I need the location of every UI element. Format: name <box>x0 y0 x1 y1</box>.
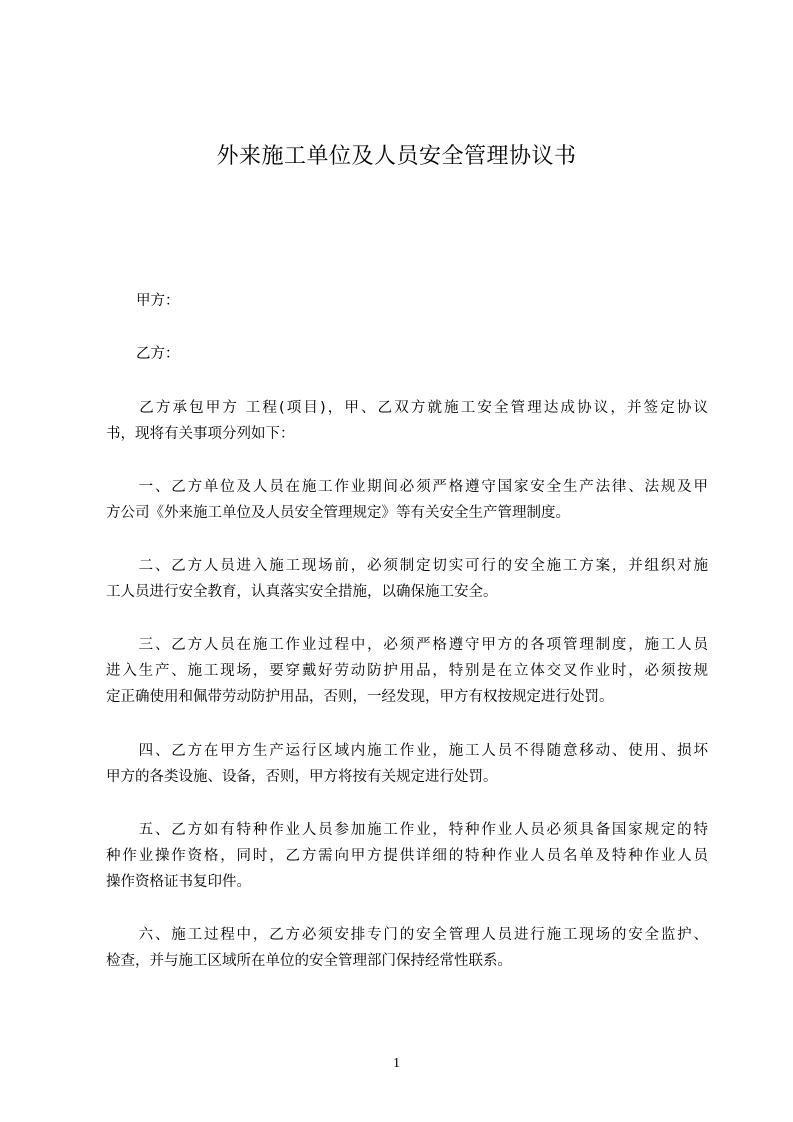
document-title: 外来施工单位及人员安全管理协议书 <box>216 144 577 169</box>
paragraph-line: 甲方的各类设施、设备，否则，甲方将按有关规定进行处罚。 <box>106 769 498 785</box>
paragraph-line: 三、乙方人员在施工作业过程中，必须严格遵守甲方的各项管理制度，施工人员 <box>106 637 708 653</box>
paragraph-line: 乙方承包甲方 工程(项目)，甲、乙双方就施工安全管理达成协议，并签定协议 <box>106 400 708 416</box>
party-a-label: 甲方： <box>136 293 180 309</box>
page-number: 1 <box>393 1056 400 1071</box>
paragraph-line: 方公司《外来施工单位及人员安全管理规定》等有关安全生产管理制度。 <box>106 505 570 521</box>
party-b-label: 乙方： <box>136 346 180 362</box>
paragraph-line: 二、乙方人员进入施工现场前，必须制定切实可行的安全施工方案，并组织对施 <box>106 558 708 574</box>
paragraph-line: 六、施工过程中，乙方必须安排专门的安全管理人员进行施工现场的安全监护、 <box>106 927 708 943</box>
paragraph-line: 检查，并与施工区域所在单位的安全管理部门保持经常性联系。 <box>106 953 512 969</box>
paragraph-line: 工人员进行安全教育，认真落实安全措施，以确保施工安全。 <box>106 584 498 600</box>
paragraph-line: 一、乙方单位及人员在施工作业期间必须严格遵守国家安全生产法律、法规及甲 <box>106 479 708 495</box>
paragraph-line: 进入生产、施工现场，要穿戴好劳动防护用品，特别是在立体交叉作业时，必须按规 <box>106 663 708 679</box>
paragraph-line: 操作资格证书复印件。 <box>106 874 251 890</box>
paragraph-line: 种作业操作资格，同时，乙方需向甲方提供详细的特种作业人员名单及特种作业人员 <box>106 848 708 864</box>
paragraph-line: 定正确使用和佩带劳动防护用品，否则，一经发现，甲方有权按规定进行处罚。 <box>106 689 614 705</box>
paragraph-line: 四、乙方在甲方生产运行区域内施工作业，施工人员不得随意移动、使用、损坏 <box>106 743 708 759</box>
paragraph-line: 五、乙方如有特种作业人员参加施工作业，特种作业人员必须具备国家规定的特 <box>106 822 708 838</box>
paragraph-line: 书，现将有关事项分列如下： <box>106 426 295 442</box>
